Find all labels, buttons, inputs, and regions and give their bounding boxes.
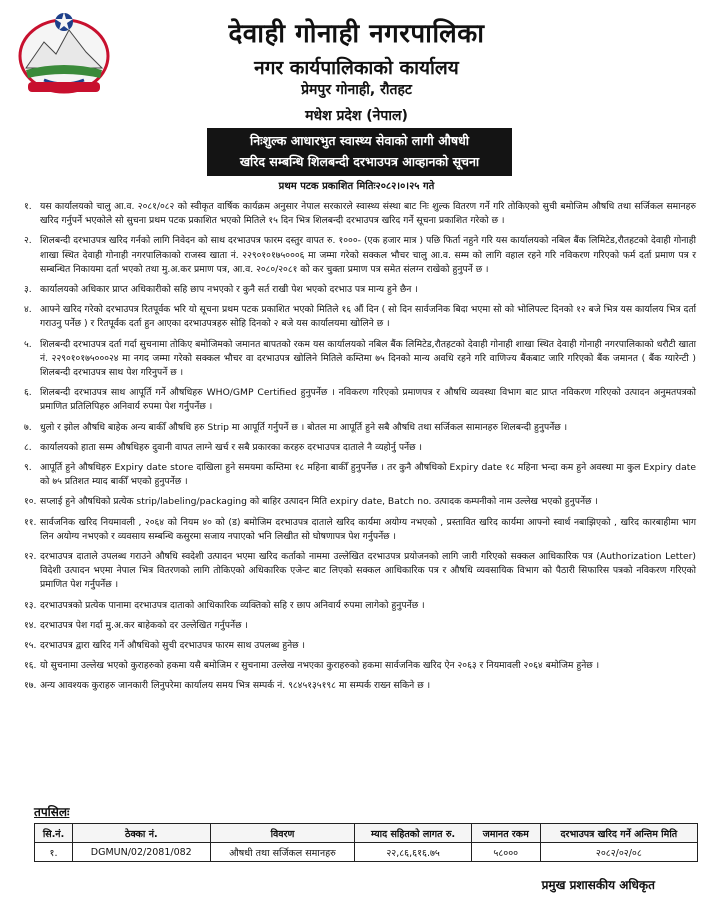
clause-item — [24, 303, 696, 331]
clause-text: दरभाउपत्र पेश गर्दा मु.अ.कर बाहेकको दर उल्लेखित गर्नुपर्नेछ । — [40, 619, 248, 631]
clause-text: कार्यालयको अधिकार प्राप्त अधिकारीको सहि छाप नभएको र कुनै सर्त राखी पेश भएको दरभाउ पत्र मान्य हुने छैन । — [40, 284, 418, 296]
clause-number: ११. — [24, 516, 37, 528]
clause-item — [24, 421, 696, 435]
table-cell: औषधी तथा सर्जिकल समानहरु — [210, 843, 355, 862]
clause-number: ९. — [24, 462, 32, 474]
schedule-table — [34, 823, 698, 862]
clause-item — [24, 550, 696, 593]
notice-title-line1: निःशुल्क आधारभुत स्वास्थ्य सेवाको लागी औषधी — [249, 133, 470, 148]
table-cell: २०८२/०२/०८ — [540, 843, 697, 862]
clause-text: कार्यालयको हाता सम्म औषधिहरु दुवानी वापत लाग्ने खर्च र सबै प्रकारका करहरु दरभाउपत्र दाताले नै व्यहोर्नु पर्नेछ । — [40, 441, 422, 453]
clause-number: ४. — [24, 304, 32, 316]
clause-number: ७. — [24, 421, 32, 433]
clause-item — [24, 200, 696, 228]
clause-number: १६. — [24, 660, 37, 672]
clause-item — [24, 679, 696, 693]
clause-text: दरभाउपत्र दाताले उपलब्ध गराउने औषधि स्वदेशी उत्पादन भएमा खरिद कर्ताको नाममा उल्लेखित दरभाउपत्र प्रयोजनको लागि जारी गरिएको सक्कल आधिकारिक पत्र (Authorization Letter) विदेशी उत्पादन भएमा नेपाल भित्र वितरणको लागि तोकिएको अधिकारिक एजेन्ट बाट लिएको सक्कल आधिकारिक पत्र र औषधि व्यवसायिक विभाग को पैठारी सिफारिस पत्रको नविकरण गरिएको प्रमाणित पेश गर्नुपर्नेछ । — [40, 551, 696, 591]
clause-text: धुलो र झोल औषधि बाहेक अन्य बाकीँ औषधि हरु Strip मा आपूर्ति गर्नुपर्ने छ । बोतल मा आपूर्ति हुने सबै औषधि तथा सर्जिकल सामानहरु शिलबन्दी हुनुपर्नेछ । — [40, 421, 568, 433]
clause-number: १३. — [24, 599, 37, 611]
clause-text: दरभाउपत्रको प्रत्येक पानामा दरभाउपत्र दाताको आधिकारिक व्यक्तिको सहि र छाप अनिवार्य रुपमा लागेको हुनुपर्नेछ । — [40, 599, 425, 611]
clause-number: १०. — [24, 496, 37, 508]
schedule-header-cell: ठेक्का नं. — [73, 824, 211, 843]
clause-number: १५. — [24, 640, 37, 652]
clause-text: अन्य आवश्यक कुराहरु जानकारी लिनुपरेमा कार्यालय समय भित्र सम्पर्क नं. ९८४५१३५१९८ मा सम्पर्क राख्न सकिने छ । — [40, 680, 431, 692]
clause-text: शिलबन्दी दरभाउपत्र खरिद गर्नको लागि निवेदन को साथ दरभाउपत्र फारम दस्तुर वापत रु. १०००- (एक हजार मात्र ) पछि फिर्ता नहुने गरि यस कार्यालयको नबिल बैंक लिमिटेड,रौतहटको देवाही गोनाही शाखा स्थित देवाही गोनाही नगरपालिकाको राजस्व खाता नं. २२९०१०१७५०००६ मा जम्मा गरेको सक्कल भौचर चालु आ.व. सम्म को लागि वहाल रहने गरि नविकरण गरिएको फर्म दर्ता प्रमाण पत्र र सम्बन्धित निकायमा दर्ता भएको तथा मु.अ.कर प्रमाण पत्र, आ.व. २०८०/२०८१ को कर चुक्ता प्रमाण पत्र समेत संलग्न राखेको हुनुपर्ने छ । — [40, 235, 696, 275]
clause-text: सार्वजनिक खरिद नियमावली , २०६४ को नियम ४० को (ड) बमोजिम दरभाउपत्र दाताले खरिद कार्यमा अयोग्य नभएको , प्रस्तावित खरिद कार्यमा आफ्नो स्वार्थ नबाझिएको , खरिद कारबाहीमा भाग लिन अयोग्य नभएको र व्यवसाय सम्बन्धि कसुरमा सजाय नपाएको भनि लिखीत सो घोषणापत्र पेश गर्नुपर्नेछ । — [40, 516, 696, 542]
municipality-name: देवाही गोनाही नगरपालिका — [228, 19, 485, 49]
table-cell: ५८००० — [471, 843, 540, 862]
notice-title-line2: खरिद सम्बन्धि शिलबन्दी दरभाउपत्र आव्हानको सूचना — [239, 154, 480, 169]
schedule-body — [35, 843, 698, 862]
clause-text: यस कार्यालयको चालु आ.व. २०८१/०८२ को स्वीकृत वार्षिक कार्यक्रम अनुसार नेपाल सरकारले स्वास्थ्य संस्था बाट निः शुल्क वितरण गर्ने गरि तोकिएको सुची बमोजिम औषधि तथा सर्जिकल समानहरु खरिद गर्नुपर्ने भएकोले सो सुचना प्रथम पटक प्रकाशित भएको मितिले १५ दिन भित्र शिलबन्दी दरभाउपत्र खरिद गर्ने सूचना प्रकाशित गरेको छ । — [40, 201, 696, 227]
table-row — [35, 843, 698, 862]
clause-number: ८. — [24, 441, 32, 453]
clause-text: सप्लाई हुने औषधिको प्रत्येक strip/labeling/packaging को बाहिर उत्पादन मिति expiry date, Batch no. उत्पादक कम्पनीको नाम उल्लेख भएको हुनुपर्नेछ । — [40, 496, 598, 508]
schedule-header-cell: म्याद सहितको लागत रु. — [355, 824, 471, 843]
clause-number: ५. — [24, 338, 32, 350]
clause-item — [24, 441, 696, 455]
clause-item — [24, 619, 696, 633]
clause-text: आपूर्ति हुने औषधिहरु Expiry date store दाखिला हुने समयमा कम्तिमा १८ महिना बाकीँ हुनुपर्नेछ । तर कुनै औषधिको Expiry date १८ महिना भन्दा कम हुने अवस्था मा कुल Expiry date को ७५ प्रतिशत म्याद बाकीँ भएको हुनुपर्नेछ । — [40, 462, 696, 488]
province-name: मधेश प्रदेश (नेपाल) — [305, 108, 408, 124]
schedule-header-cell: जमानत रकम — [471, 824, 540, 843]
schedule-header-cell: विवरण — [210, 824, 355, 843]
clause-text: आफ्ने खरिद गरेको दरभाउपत्र रितपूर्वक भरि यो सूचना प्रथम पटक प्रकाशित भएको मितिले १६ औं दिन ( सो दिन सार्वजनिक बिदा भएमा सो को भोलिपल्ट दिनको १२ बजे भित्र यस कार्यालय भित्र दर्ता गराउनु पर्नेछ ) र रितपूर्वक दर्ता हुन आएका दरभाउपत्रहरु सोहि दिनको २ बजे यस कार्यालयमा खोलिने छ । — [40, 304, 696, 330]
clause-number: १२. — [24, 551, 37, 563]
clause-text: दरभाउपत्र द्वारा खरिद गर्ने औषधिको सुची दरभाउपत्र फारम साथ उपलब्ध हुनेछ । — [40, 640, 306, 652]
clause-item — [24, 386, 696, 414]
clause-text: यो सुचनामा उल्लेख भएको कुराहरुको हकमा यसै बमोजिम र सुचनामा उल्लेख नभएका कुराहरुको हकमा सार्वजनिक खरिद ऐन २०६३ र नियमावली २०६४ बमोजिम हुनेछ । — [40, 660, 600, 672]
clause-item — [24, 516, 696, 544]
clause-number: १४. — [24, 619, 37, 631]
clause-number: २. — [24, 235, 32, 247]
clause-number: ६. — [24, 387, 32, 399]
clause-item — [24, 461, 696, 489]
office-name: नगर कार्यपालिकाको कार्यालय — [254, 57, 459, 79]
schedule-header-cell: सि.नं. — [35, 824, 73, 843]
clause-number: ३. — [24, 284, 32, 296]
schedule-header-row — [35, 824, 698, 843]
clause-text: शिलबन्दी दरभाउपत्र साथ आपूर्ति गर्ने औषधिहरु WHO/GMP Certified हुनुपर्नेछ । नविकरण गरिएको प्रमाणपत्र र औषधि व्यवस्था विभाग बाट प्राप्त नविकरण गरिएको उत्पादन अनुमतपत्रको प्रमाणित प्रतिलिपिहरु अनिवार्य रुपमा पेश गर्नुपर्नेछ । — [40, 387, 696, 413]
schedule-title: तपसिलः — [34, 805, 70, 819]
clause-item — [24, 659, 696, 673]
notice-title-box — [207, 128, 512, 176]
signature-title: प्रमुख प्रशासकीय अधिकृत — [541, 878, 655, 892]
schedule-header-cell: दरभाउपत्र खरिद गर्ने अन्तिम मिति — [540, 824, 697, 843]
clause-item — [24, 338, 696, 381]
clause-number: १७. — [24, 680, 37, 692]
office-address: प्रेमपुर गोनाही, रौतहट — [301, 82, 412, 98]
clause-text: शिलबन्दी दरभाउपत्र दर्ता गर्दा सुचनामा तोकिए बमोजिमको जमानत बापतको रकम यस कार्यालयको नबिल बैंक लिमिटेड,रौतहटको देवाही गोनाही शाखा स्थित देवाही गोनाही नगरपालिकाको धरौटी खाता नं. २२९०१०१७५०००२४ मा नगद जम्मा गरेको सक्कल भौचर वा दरभाउपत्र खोलिने मितिले कम्तिमा ७५ दिनको मान्य अवधि रहने गरि वाणिज्य बैंकबाट जारि गरिएको बैंक जमानत ( बैंक ग्यारेन्टी ) शिलबन्दी दरभाउपत्र साथ पेश गरिनुपर्ने छ । — [40, 338, 696, 379]
clause-number: १. — [24, 201, 32, 212]
published-date: प्रथम पटक प्रकाशित मितिः२०८२।०।२५ गते — [278, 181, 435, 192]
clause-item — [24, 495, 696, 509]
clause-item — [24, 639, 696, 653]
clause-item — [24, 283, 696, 297]
clause-list — [24, 200, 696, 700]
clause-item — [24, 234, 696, 277]
table-cell: १. — [35, 843, 73, 862]
table-cell: DGMUN/02/2081/082 — [73, 843, 211, 862]
table-cell: २२,८६,६१६.७५ — [355, 843, 471, 862]
clause-item — [24, 599, 696, 613]
